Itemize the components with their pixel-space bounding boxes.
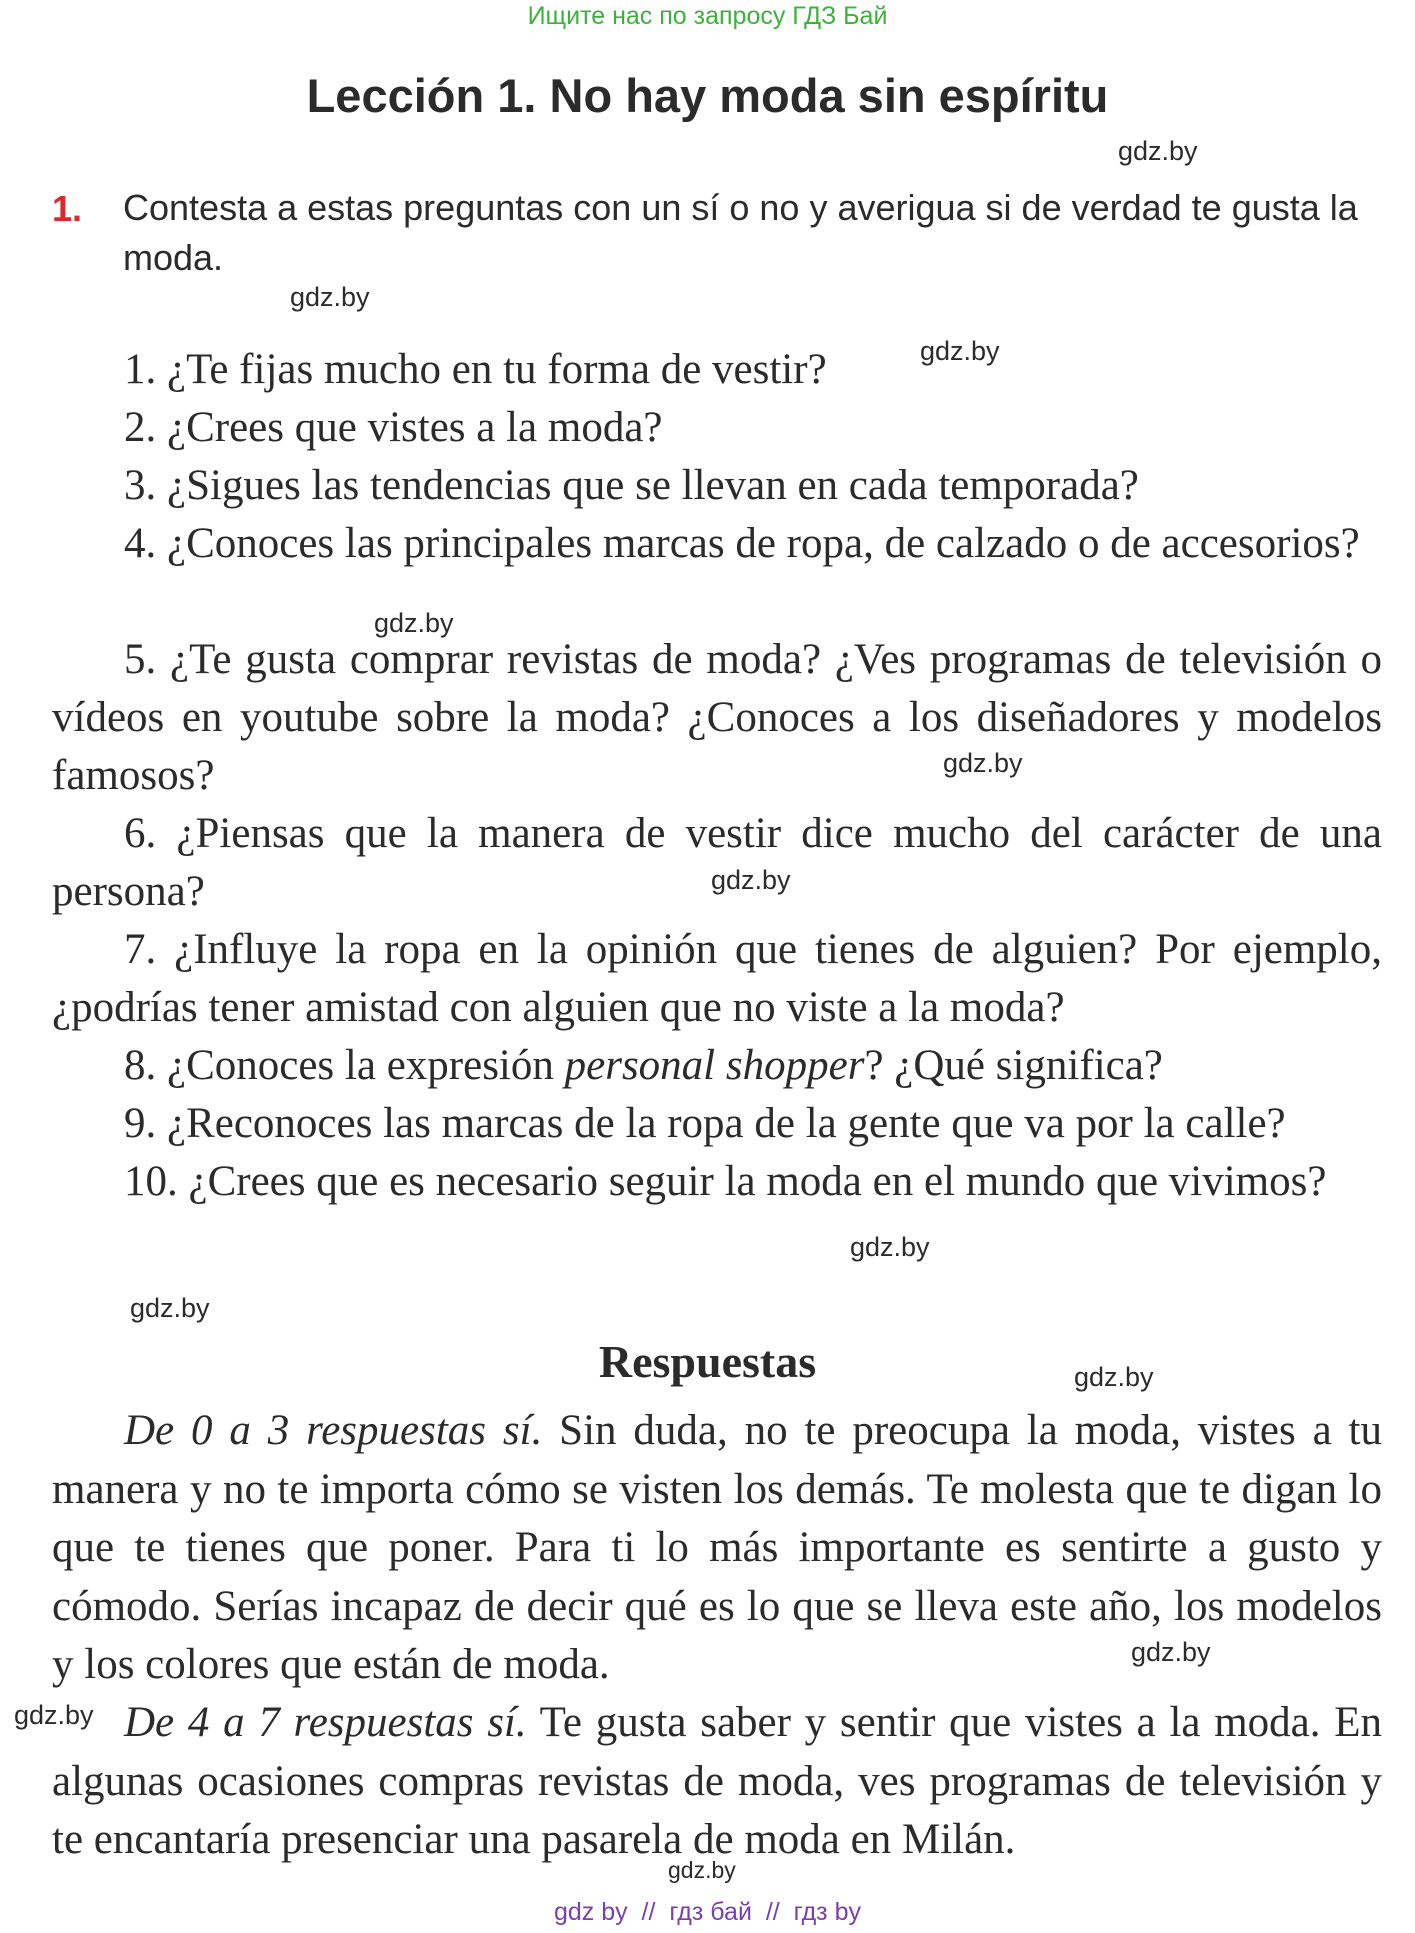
answers-heading: Respuestas [598,1336,817,1387]
answer-4-7: De 4 a 7 respuestas sí. Te gusta saber y sentir que vistes a la moda. En algunas ocasiones compras revistas de moda, ves programas de televisión y te encantaría presenciar una pasarela de moda en Milán. [52,1699,1383,1863]
exercise-instruction: Contesta a estas preguntas con un sí o no y averigua si de verdad te gusta la moda. [123,187,1358,278]
question-5: 5. ¿Te gusta comprar revistas de moda? ¿Ves programas de televisión o vídeos en youtube sobre la moda? ¿Conoces a los diseñadores y modelos famosos? [52,636,1382,799]
question-8: 8. ¿Conoces la expresión personal shopper? ¿Qué significa? [124,1042,1163,1089]
watermark: gdz.by [920,336,1000,366]
top-search-link[interactable]: Ищите нас по запросу ГДЗ Бай [527,2,888,30]
watermark: gdz.by [14,1700,94,1730]
question-2: 2. ¿Crees que vistes a la moda? [124,404,663,451]
watermark: gdz.by [668,1857,736,1883]
watermark: gdz.by [130,1293,210,1323]
question-1: 1. ¿Te fijas mucho en tu forma de vestir? [124,346,827,393]
watermark: gdz.by [943,748,1023,778]
question-6: 6. ¿Piensas que la manera de vestir dice mucho del carácter de una persona? [52,810,1382,915]
question-7: 7. ¿Influye la ropa en la opinión que tienes de alguien? Por ejemplo, ¿podrías tener amistad con alguien que no viste a la moda? [52,926,1382,1031]
question-10: 10. ¿Crees que es necesario seguir la moda en el mundo que vivimos? [124,1158,1327,1205]
footer-links[interactable]: gdz by // гдз бай // гдз by [553,1898,861,1926]
answer-0-3: De 0 a 3 respuestas sí. Sin duda, no te preocupa la moda, vistes a tu manera y no te importa cómo se visten los demás. Te molesta que te digan lo que te tienes que poner. Para ti lo más importante es sentirte a gusto y cómodo. Serías incapaz de decir qué es lo que se lleva este año, los modelos y los colores que están de moda. [52,1407,1382,1688]
watermark: gdz.by [1131,1637,1211,1667]
watermark: gdz.by [711,865,791,895]
watermark: gdz.by [374,608,454,638]
watermark: gdz.by [1074,1362,1154,1392]
question-4: 4. ¿Conoces las principales marcas de ropa, de calzado o de accesorios? [124,520,1360,567]
watermark: gdz.by [1118,136,1198,166]
lesson-title: Lección 1. No hay moda sin espíritu [306,69,1109,122]
question-3: 3. ¿Sigues las tendencias que se llevan en cada temporada? [124,462,1139,509]
exercise-number: 1. [52,188,83,229]
watermark: gdz.by [850,1232,930,1262]
question-9: 9. ¿Reconoces las marcas de la ropa de la gente que va por la calle? [124,1100,1286,1147]
term-italic: personal shopper [564,1042,865,1089]
watermark: gdz.by [290,282,370,312]
